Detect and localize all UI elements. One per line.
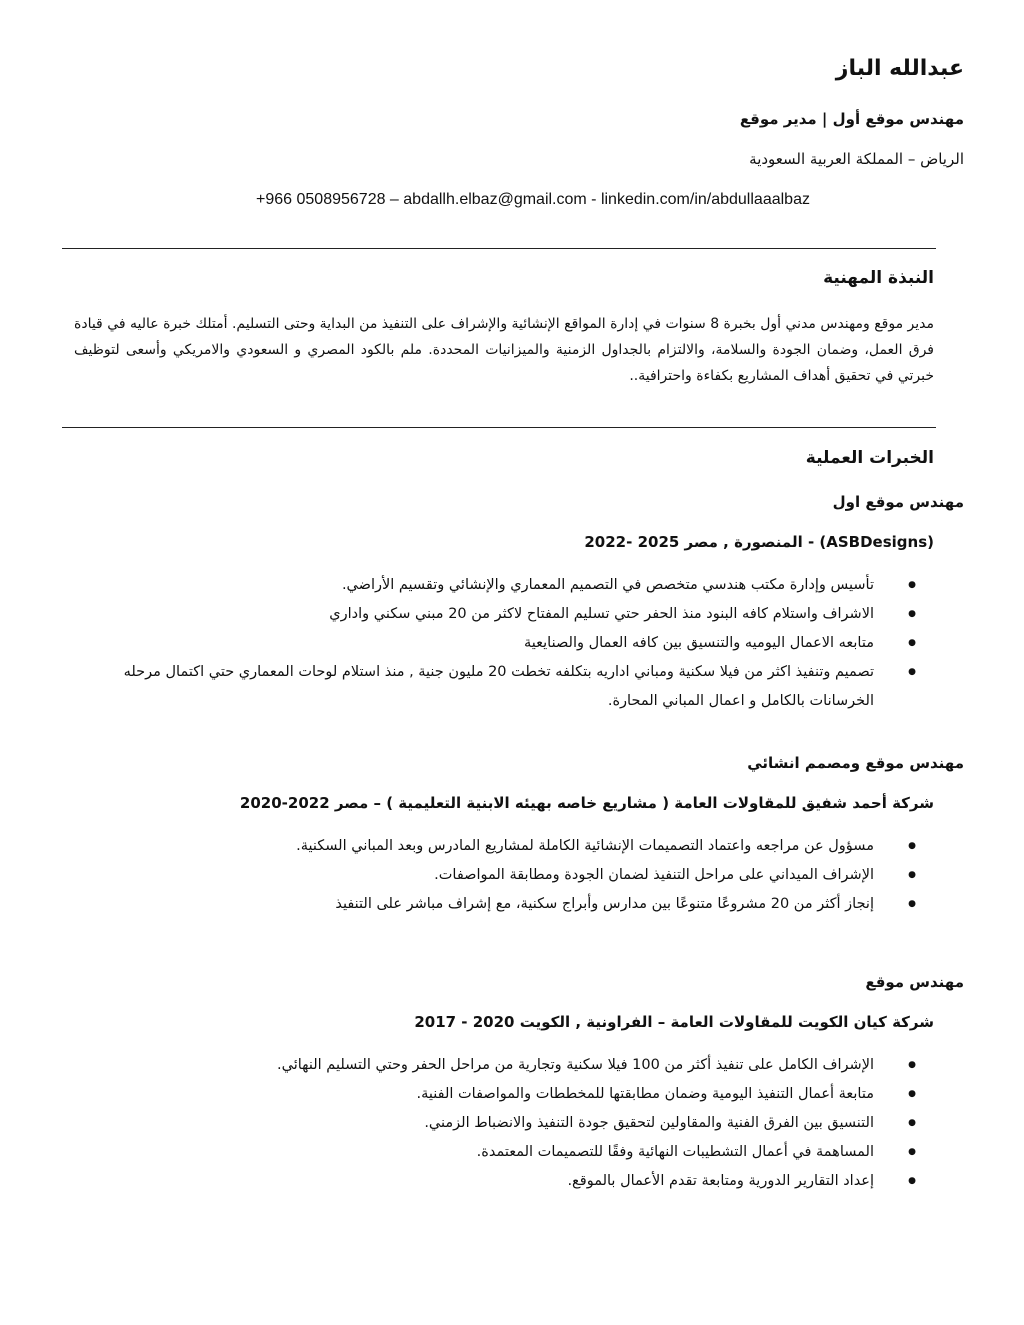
list-item: ● الإشراف الكامل على تنفيذ أكثر من 100 فيلا سكنية وتجارية من مراحل الحفر وحتي التسليم النهائي. xyxy=(64,1051,934,1080)
job-bullets xyxy=(64,832,934,919)
job-company: (ASBDesigns) - المنصورة , مصر 2025 -2022 xyxy=(584,533,934,551)
list-item: ● مسؤول عن مراجعه واعتماد التصميمات الإنشائية الكاملة لمشاريع المادرس وبعد المباني السكنية. xyxy=(64,832,934,861)
contact-line: +966 0508956728 – abdallh.elbaz@gmail.com - linkedin.com/in/abdullaaalbaz xyxy=(256,191,810,208)
summary-heading: النبذة المهنية xyxy=(823,268,934,288)
job-bullets xyxy=(64,1051,934,1196)
list-item: ● التنسيق بين الفرق الفنية والمقاولين لتحقيق جودة التنفيذ والانضباط الزمني. xyxy=(64,1109,934,1138)
list-item: ● المساهمة في أعمال التشطيبات النهائية وفقًا للتصميمات المعتمدة. xyxy=(64,1138,934,1167)
experience-heading: الخبرات العملية xyxy=(805,448,934,468)
job-title: مهندس موقع xyxy=(865,973,964,991)
candidate-location: الرياض – المملكة العربية السعودية xyxy=(749,150,964,168)
job-title: مهندس موقع اول xyxy=(832,493,964,511)
job-bullets xyxy=(64,571,934,716)
divider xyxy=(62,248,936,249)
job-company: شركة أحمد شفيق للمقاولات العامة ( مشاريع خاصه بهيئه الابنية التعليمية ) – مصر 2022-2020 xyxy=(239,794,934,812)
summary-text: مدير موقع ومهندس مدني أول بخبرة 8 سنوات في إدارة المواقع الإنشائية والإشراف على التنفيذ من البداية وحتى التسليم. أمتلك خبرة عاليه في قيادة فرق العمل، وضمان الجودة والسلامة، والالتزام بالجداول الزمنية والميزانيات المحددة. ملم بالكود المصري و السعودي والامريكي وأسعى لتوظيف خبرتي في تحقيق أهداف المشاريع بكفاءة واحترافية.. xyxy=(74,316,934,384)
list-item: ● متابعة أعمال التنفيذ اليومية وضمان مطابقتها للمخططات والمواصفات الفنية. xyxy=(64,1080,934,1109)
list-item: ● متابعه الاعمال اليوميه والتنسيق بين كافه العمال والصنايعية xyxy=(64,629,934,658)
divider xyxy=(62,427,936,428)
job-company: شركة كيان الكويت للمقاولات العامة – الفراونية , الكويت 2020 - 2017 xyxy=(414,1013,934,1031)
list-item: ● تأسيس وإدارة مكتب هندسي متخصص في التصميم المعماري والإنشائي وتقسيم الأراضي. xyxy=(64,571,934,600)
list-item: ● تصميم وتنفيذ اكثر من فيلا سكنية ومباني اداريه بتكلفه تخطت 20 مليون جنية , منذ استلام لوحات المعماري حتي اكتمال مرحله الخرسانات بالكامل و اعمال المباني المحارة. xyxy=(64,658,934,716)
candidate-name: عبدالله الباز xyxy=(835,56,964,81)
job-title: مهندس موقع ومصمم انشائي xyxy=(747,754,964,772)
list-item: ● إعداد التقارير الدورية ومتابعة تقدم الأعمال بالموقع. xyxy=(64,1167,934,1196)
candidate-title: مهندس موقع أول | مدير موقع xyxy=(739,110,964,128)
list-item: ● الإشراف الميداني على مراحل التنفيذ لضمان الجودة ومطابقة المواصفات. xyxy=(64,861,934,890)
list-item: ● الاشراف واستلام كافه البنود منذ الحفر حتي تسليم المفتاح لاكثر من 20 مبني سكني واداري xyxy=(64,600,934,629)
list-item: ● إنجاز أكثر من 20 مشروعًا متنوعًا بين مدارس وأبراج سكنية، مع إشراف مباشر على التنفيذ xyxy=(64,890,934,919)
